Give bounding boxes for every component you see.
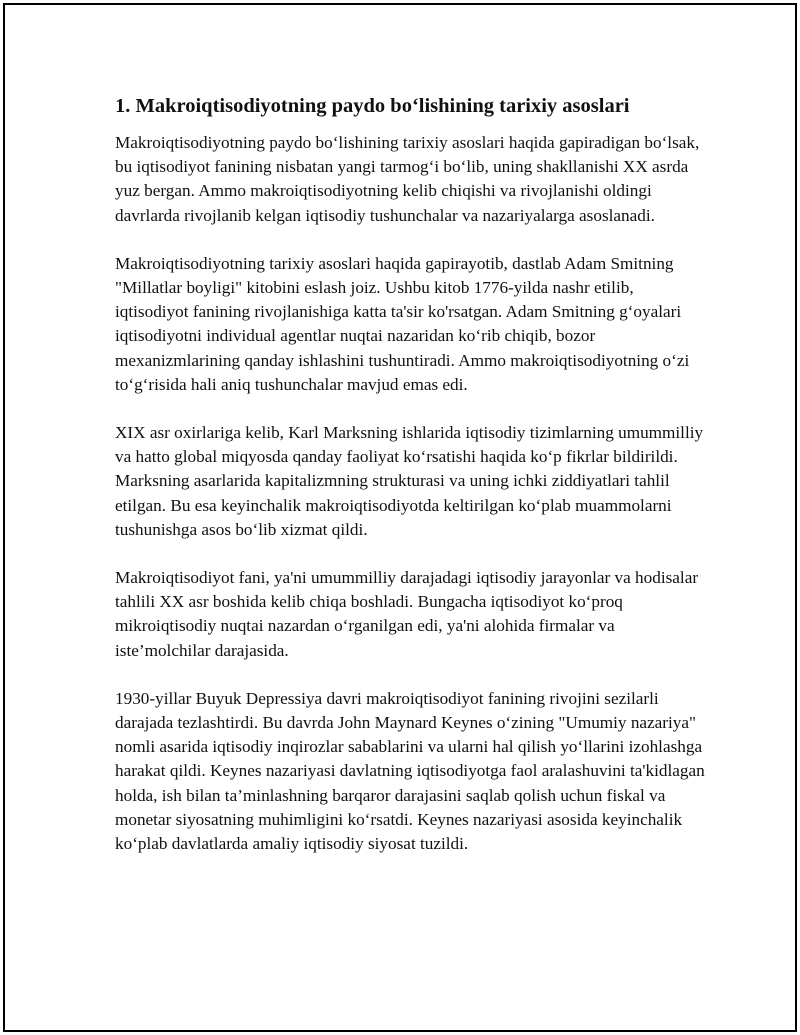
section-heading: 1. Makroiqtisodiyotning paydo bo‘lishining tarixiy asoslari <box>115 95 630 117</box>
paragraph-4: Makroiqtisodiyot fani, ya'ni umummilliy darajadagi iqtisodiy jarayonlar va hodisalar tahlili XX asr boshida kelib chiqa boshladi. Bungacha iqtisodiyot ko‘proq mikroiqtisodiy nuqtai nazardan o‘rganilgan edi, ya'ni alohida firmalar va iste’molchilar darajasida. <box>115 568 699 660</box>
paragraph-3: XIX asr oxirlariga kelib, Karl Marksning ishlarida iqtisodiy tizimlarning umummilliy va hatto global miqyosda qanday faoliyat ko‘rsatishi haqida ko‘p fikrlar bildirildi. Marksning asarlarida kapitalizmning strukturasi va uning ichki ziddiyatlari tahlil etilgan. Bu esa keyinchalik makroiqtisodiyotda keltirilgan ko‘plab muammolarni tushunishga asos bo‘lib xizmat qildi. <box>115 423 704 539</box>
paragraph-5: 1930-yillar Buyuk Depressiya davri makroiqtisodiyot fanining rivojini sezilarli darajada tezlashtirdi. Bu davrda John Maynard Keynes o‘zining "Umumiy nazariya" nomli asarida iqtisodiy inqirozlar sabablarini va ularni hal qilish yo‘llarini izohlashga harakat qildi. Keynes nazariyasi davlatning iqtisodiyotga faol aralashuvini ta'kidlagan holda, ish bilan ta’minlashning barqaror darajasini saqlab qolish uchun fiskal va monetar siyosatning muhimligini ko‘rsatdi. Keynes nazariyasi asosida keyinchalik ko‘plab davlatlarda amaliy iqtisodiy siyosat tuzildi. <box>115 688 705 854</box>
paragraph-1: Makroiqtisodiyotning paydo bo‘lishining tarixiy asoslari haqida gapiradigan bo‘lsak, bu iqtisodiyot fanining nisbatan yangi tarmog‘i bo‘lib, uning shakllanishi XX asrda yuz bergan. Ammo makroiqtisodiyotning kelib chiqishi va rivojlanishi oldingi davrlarda rivojlanib kelgan iqtisodiy tushunchalar va nazariyalarga asoslanadi. <box>115 133 700 225</box>
document-body <box>115 92 705 880</box>
paragraph-2: Makroiqtisodiyotning tarixiy asoslari haqida gapirayotib, dastlab Adam Smitning "Millatlar boyligi" kitobini eslash joiz. Ushbu kitob 1776-yilda nashr etilib, iqtisodiyot fanining rivojlanishiga katta ta'sir ko'rsatgan. Adam Smitning g‘oyalari iqtisodiyotni individual agentlar nuqtai nazaridan ko‘rib chiqib, bozor mexanizmlarining qanday ishlashini tushuntiradi. Ammo makroiqtisodiyotning o‘zi to‘g‘risida hali aniq tushunchalar mavjud emas edi. <box>115 253 690 394</box>
